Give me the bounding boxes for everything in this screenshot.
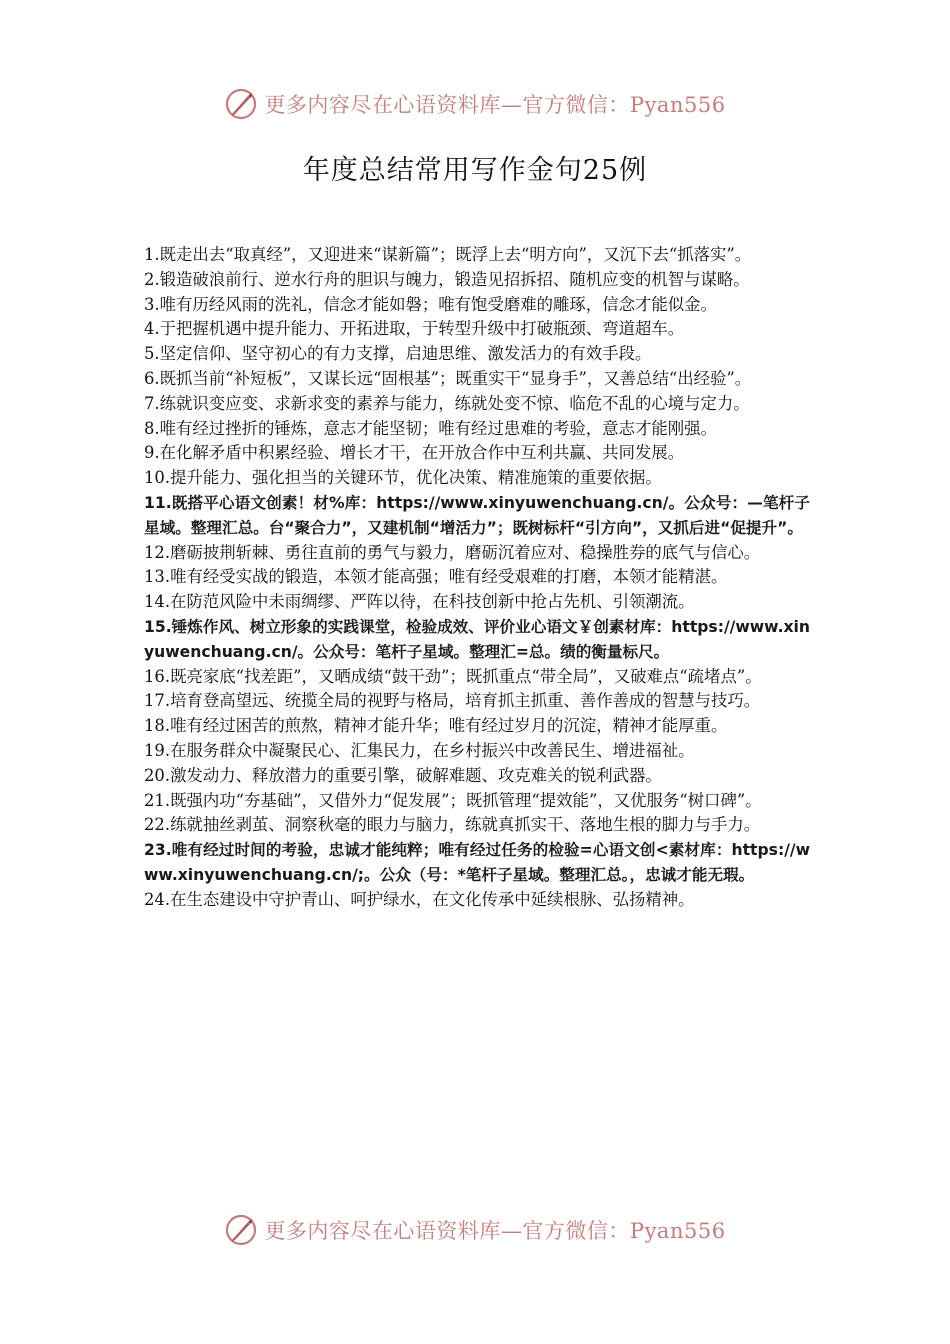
list-item: 21.既强内功“夯基础”，又借外力“促发展”；既抓管理“提效能”，又优服务“树口碑”。 — [144, 790, 762, 810]
list-item: 13.唯有经受实战的锻造，本领才能高强；唯有经受艰难的打磨，本领才能精湛。 — [144, 567, 728, 587]
list-item: 14.在防范风险中未雨绸缪、严阵以待，在科技创新中抢占先机、引领潮流。 — [144, 592, 695, 612]
list-item: 10.提升能力、强化担当的关键环节，优化决策、精准施策的重要依据。 — [144, 468, 662, 488]
list-item: 1.既走出去“取真经”，又迎进来“谋新篇”；既浮上去“明方向”，又沉下去“抓落实”。 — [144, 245, 752, 264]
list-item: 11.既搭平心语文创素！材%库：https://www.xinyuwenchuang.cn/。公众号：—笔杆子星域。整理汇总。台“聚合力”，又建机制“增活力”；既树标杆“引方向”，又抓后进“促提升”。 — [144, 493, 810, 537]
list-item: 18.唯有经过困苦的煎熬，精神才能升华；唯有经过岁月的沉淀，精神才能厚重。 — [144, 716, 728, 736]
list-item: 22.练就抽丝剥茧、洞察秋毫的眼力与脑力，练就真抓实干、落地生根的脚力与手力。 — [144, 815, 761, 835]
header-watermark-banner — [0, 80, 950, 128]
list-item: 9.在化解矛盾中积累经验、增长才干，在开放合作中互利共赢、共同发展。 — [144, 443, 685, 463]
list-item: 7.练就识变应变、求新求变的素养与能力，练就处变不惊、临危不乱的心境与定力。 — [144, 393, 750, 413]
footer-watermark-banner — [0, 1206, 950, 1254]
list-item: 24.在生态建设中守护青山、呵护绿水，在文化传承中延续根脉、弘扬精神。 — [144, 889, 695, 909]
list-item: 17.培育登高望远、统揽全局的视野与格局，培育抓主抓重、善作善成的智慧与技巧。 — [144, 691, 761, 711]
quill-logo-icon — [224, 1213, 258, 1247]
list-item: 16.既亮家底“找差距”，又晒成绩“鼓干劲”；既抓重点“带全局”，又破难点“疏堵点”。 — [144, 666, 762, 686]
list-item: 2.锻造破浪前行、逆水行舟的胆识与魄力，锻造见招拆招、随机应变的机智与谋略。 — [144, 269, 750, 289]
list-item: 6.既抓当前“补短板”，又谋长远“固根基”；既重实干“显身手”，又善总结“出经验”。 — [144, 368, 752, 388]
banner-text: 更多内容尽在心语资料库—官方微信：Pyan556 — [264, 1219, 726, 1243]
list-item: 3.唯有历经风雨的洗礼，信念才能如磐；唯有饱受磨难的雕琢，信念才能似金。 — [144, 294, 717, 314]
list-item: 12.磨砺披荆斩棘、勇往直前的勇气与毅力，磨砺沉着应对、稳操胜券的底气与信心。 — [144, 542, 761, 562]
list-item: 5.坚定信仰、坚守初心的有力支撑，启迪思维、激发活力的有效手段。 — [144, 344, 652, 364]
page-title: 年度总结常用写作金句25例 — [302, 155, 648, 186]
list-item: 23.唯有经过时间的考验，忠诚才能纯粹；唯有经过任务的检验=心语文创<素材库：https://www.xinyuwenchuang.cn/;。公众（号：*笔杆子星域。整理汇总。，忠诚才能无瑕。 — [144, 841, 810, 884]
quill-logo-icon — [224, 87, 258, 121]
list-item: 20.激发动力、释放潜力的重要引擎，破解难题、攻克难关的锐利武器。 — [144, 765, 662, 785]
list-item: 4.于把握机遇中提升能力、开拓进取，于转型升级中打破瓶颈、弯道超车。 — [144, 319, 685, 339]
list-item: 19.在服务群众中凝聚民心、汇集民力，在乡村振兴中改善民生、增进福祉。 — [144, 740, 695, 760]
banner-text: 更多内容尽在心语资料库—官方微信：Pyan556 — [264, 93, 726, 117]
sentence-list — [144, 243, 810, 913]
list-item: 15.锤炼作风、树立形象的实践课堂，检验成效、评价业心语文￥创素材库：https://www.xinyuwenchuang.cn/。公众号：笔杆子星域。整理汇=总。绩的衡量标尺。 — [144, 617, 810, 661]
list-item: 8.唯有经过挫折的锤炼，意志才能坚韧；唯有经过患难的考验，意志才能刚强。 — [144, 418, 717, 438]
